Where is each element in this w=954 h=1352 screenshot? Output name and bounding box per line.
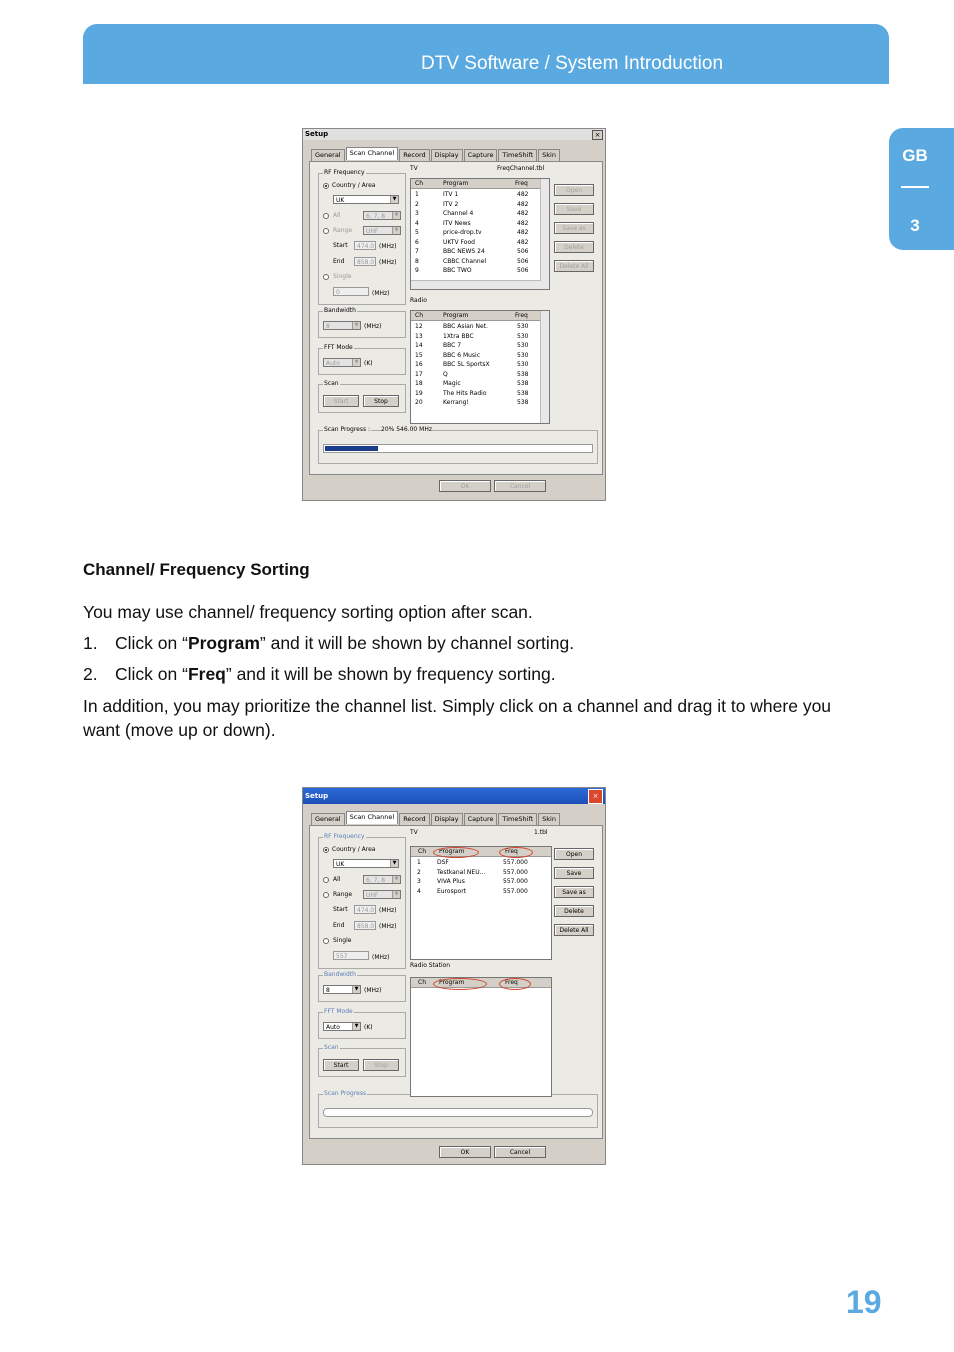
tab-skin[interactable]: Skin bbox=[538, 149, 560, 162]
list-row[interactable] bbox=[411, 868, 551, 878]
save-button[interactable]: Save bbox=[554, 203, 594, 215]
list-row[interactable] bbox=[411, 247, 549, 257]
fft-mode-label: FFT Mode bbox=[324, 1008, 353, 1015]
delete-button[interactable]: Delete bbox=[554, 905, 594, 917]
country-area-label: Country / Area bbox=[332, 846, 376, 853]
ch-column-header[interactable]: Ch bbox=[418, 848, 426, 855]
step-number: 1. bbox=[83, 633, 98, 653]
scan-group bbox=[318, 1044, 406, 1077]
cell-freq: 557.000 bbox=[503, 878, 528, 885]
tab-timeshift[interactable]: TimeShift bbox=[498, 813, 537, 826]
radio-channel-list[interactable] bbox=[410, 310, 550, 424]
step-number: 2. bbox=[83, 664, 98, 684]
scan-start-button[interactable]: Start bbox=[323, 1059, 359, 1071]
single-field[interactable]: 0 bbox=[333, 287, 369, 296]
cell-freq: 557.000 bbox=[503, 868, 528, 876]
open-button[interactable]: Open bbox=[554, 848, 594, 860]
cell-ch: 8 bbox=[415, 257, 419, 265]
cell-ch: 13 bbox=[415, 332, 423, 340]
tv-label: TV bbox=[410, 829, 418, 836]
tab-record[interactable]: Record bbox=[399, 149, 429, 162]
end-field[interactable]: 858.0 bbox=[354, 257, 376, 266]
country-select[interactable] bbox=[333, 195, 399, 204]
rf-frequency-group bbox=[318, 169, 406, 305]
chapter-number: 3 bbox=[910, 216, 920, 235]
freq-highlight-circle bbox=[499, 847, 533, 858]
cell-ch: 18 bbox=[415, 380, 423, 387]
list-row[interactable] bbox=[411, 200, 549, 210]
save-as-button[interactable]: Save as bbox=[554, 222, 594, 234]
cell-ch: 2 bbox=[415, 200, 419, 208]
cell-ch: 6 bbox=[415, 238, 419, 246]
cell-program: CBBC Channel bbox=[443, 257, 487, 265]
cell-program: BBC 6 Music bbox=[443, 351, 481, 359]
program-column-header[interactable]: Program bbox=[443, 312, 469, 319]
range-radio[interactable] bbox=[323, 228, 329, 234]
end-label: End bbox=[333, 922, 345, 929]
cell-program: Q bbox=[443, 370, 448, 378]
cell-program: 1Xtra BBC bbox=[443, 332, 474, 340]
tab-capture[interactable]: Capture bbox=[464, 813, 498, 826]
ch-column-header[interactable]: Ch bbox=[415, 312, 423, 319]
bandwidth-value: 8 bbox=[326, 987, 330, 994]
chevron-down-icon: ▼ bbox=[352, 1023, 360, 1030]
ok-button[interactable]: OK bbox=[439, 480, 491, 492]
chevron-down-icon: ▼ bbox=[390, 860, 398, 867]
fft-mode-unit: (K) bbox=[364, 1024, 373, 1031]
program-highlight-circle bbox=[433, 847, 479, 858]
all-value: 6, 7, 8 bbox=[366, 877, 386, 884]
end-label: End bbox=[333, 258, 345, 265]
ok-button[interactable]: OK bbox=[439, 1146, 491, 1158]
start-unit: (MHz) bbox=[379, 907, 397, 914]
cell-ch: 4 bbox=[415, 219, 419, 227]
bandwidth-label: Bandwidth bbox=[324, 307, 356, 314]
start-label: Start bbox=[333, 242, 348, 249]
dialog-title: Setup bbox=[303, 788, 605, 804]
scan-progress-fill bbox=[325, 446, 378, 451]
country-area-radio[interactable] bbox=[323, 183, 329, 189]
bandwidth-value: 8 bbox=[326, 323, 330, 330]
single-label: Single bbox=[333, 273, 352, 280]
cell-program: Eurosport bbox=[437, 887, 467, 895]
intro-text: You may use channel/ frequency sorting option after scan. bbox=[83, 602, 533, 622]
freq-column-header[interactable]: Freq bbox=[515, 180, 528, 187]
close-icon[interactable]: × bbox=[588, 789, 603, 804]
cell-freq: 530 bbox=[517, 332, 529, 340]
bandwidth-label: Bandwidth bbox=[324, 971, 356, 978]
setup-dialog-scanning bbox=[302, 128, 606, 501]
list-row[interactable] bbox=[411, 332, 549, 342]
bandwidth-select[interactable] bbox=[323, 985, 361, 994]
tab-general[interactable]: General bbox=[311, 149, 345, 162]
range-value: UHF bbox=[366, 892, 379, 899]
country-area-label: Country / Area bbox=[332, 182, 376, 189]
chevron-down-icon: ▼ bbox=[352, 359, 360, 366]
program-column-header[interactable]: Program bbox=[443, 180, 469, 187]
country-select[interactable] bbox=[333, 859, 399, 868]
list-row[interactable] bbox=[411, 360, 549, 370]
cell-ch: 3 bbox=[417, 878, 421, 885]
all-radio[interactable] bbox=[323, 213, 329, 219]
tab-scan-channel[interactable]: Scan Channel bbox=[346, 147, 399, 160]
fft-mode-group bbox=[318, 344, 406, 375]
single-unit: (MHz) bbox=[372, 954, 390, 961]
cell-program: price-drop.tv bbox=[443, 229, 482, 236]
single-label: Single bbox=[333, 937, 352, 944]
cell-ch: 14 bbox=[415, 342, 423, 349]
range-select[interactable] bbox=[363, 226, 401, 235]
range-label: Range bbox=[333, 227, 353, 234]
program-highlight-circle bbox=[433, 978, 487, 990]
cell-program: The Hits Radio bbox=[443, 389, 487, 397]
scan-channel-panel bbox=[309, 825, 603, 1139]
cell-ch: 1 bbox=[417, 859, 421, 866]
header-title: DTV Software / System Introduction bbox=[421, 53, 724, 74]
tab-capture[interactable]: Capture bbox=[464, 149, 498, 162]
scan-start-button[interactable]: Start bbox=[323, 395, 359, 407]
list-row[interactable] bbox=[411, 228, 549, 238]
chevron-down-icon: ▼ bbox=[352, 986, 360, 993]
cell-freq: 538 bbox=[517, 380, 529, 387]
tv-file-name: 1.tbl bbox=[534, 829, 548, 836]
end-unit: (MHz) bbox=[379, 259, 397, 266]
cell-freq: 506 bbox=[517, 267, 529, 274]
cell-freq: 506 bbox=[517, 248, 529, 255]
scan-stop-button[interactable]: Stop bbox=[363, 395, 399, 407]
cell-freq: 530 bbox=[517, 361, 529, 368]
step-bold-term: Freq bbox=[187, 664, 226, 684]
list-row[interactable] bbox=[411, 257, 549, 267]
scan-progress-group bbox=[318, 426, 598, 464]
bandwidth-group bbox=[318, 971, 406, 1002]
list-row[interactable] bbox=[411, 209, 549, 219]
radio-label: Radio bbox=[410, 297, 427, 304]
scan-progress-label: Scan Progress : bbox=[324, 426, 371, 433]
list-row[interactable] bbox=[411, 858, 551, 868]
radio-station-label: Radio Station bbox=[410, 962, 451, 969]
setup-dialog-sorting bbox=[302, 787, 606, 1165]
bandwidth-unit: (MHz) bbox=[364, 987, 382, 994]
step-text-pre: Click on “ bbox=[115, 633, 188, 653]
cell-program: ITV 2 bbox=[443, 200, 459, 208]
tab-divider bbox=[901, 186, 929, 188]
tv-channel-list[interactable] bbox=[410, 178, 550, 290]
step-bold-term: Program bbox=[187, 633, 260, 653]
all-select[interactable] bbox=[363, 875, 401, 884]
tv-file-name: FreqChannel.tbl bbox=[497, 165, 545, 172]
list-row[interactable] bbox=[411, 341, 549, 351]
open-button[interactable]: Open bbox=[554, 184, 594, 196]
cell-freq: 557.000 bbox=[503, 887, 528, 895]
radio-list-header bbox=[411, 311, 549, 321]
tab-timeshift[interactable]: TimeShift bbox=[498, 149, 537, 162]
country-area-radio[interactable] bbox=[323, 847, 329, 853]
cell-freq: 506 bbox=[517, 257, 529, 265]
cell-ch: 9 bbox=[415, 267, 419, 274]
cell-program: Testkanal NEU... bbox=[437, 868, 486, 876]
fft-mode-group bbox=[318, 1008, 406, 1039]
range-value: UHF bbox=[366, 228, 379, 235]
cell-ch: 4 bbox=[417, 887, 421, 895]
cell-program: BBC TWO bbox=[443, 267, 472, 274]
step-text-post: ” and it will be shown by frequency sorting. bbox=[225, 664, 556, 684]
delete-all-button[interactable]: Delete All bbox=[554, 260, 594, 272]
cell-freq: 530 bbox=[517, 342, 529, 349]
bandwidth-group bbox=[318, 307, 406, 338]
cell-program: BBC 7 bbox=[443, 342, 462, 349]
list-row[interactable] bbox=[411, 389, 549, 399]
chapter-tab bbox=[889, 128, 954, 250]
cell-freq: 482 bbox=[517, 200, 529, 208]
country-value: UK bbox=[336, 197, 345, 204]
fft-mode-value: Auto bbox=[326, 1024, 340, 1031]
cell-ch: 5 bbox=[415, 229, 419, 236]
start-field[interactable]: 474.0 bbox=[354, 905, 376, 914]
range-select[interactable] bbox=[363, 890, 401, 899]
list-row[interactable] bbox=[411, 877, 551, 887]
cell-ch: 2 bbox=[417, 868, 421, 876]
rf-frequency-group bbox=[318, 833, 406, 969]
program-column-header[interactable]: Program bbox=[439, 979, 465, 986]
scan-label: Scan bbox=[324, 380, 339, 387]
bandwidth-select[interactable] bbox=[323, 321, 361, 330]
cell-freq: 482 bbox=[517, 191, 529, 198]
rf-frequency-label: RF Frequency bbox=[324, 833, 365, 840]
list-row[interactable] bbox=[411, 219, 549, 229]
tab-scan-channel[interactable]: Scan Channel bbox=[346, 811, 399, 824]
tab-skin[interactable]: Skin bbox=[538, 813, 560, 826]
cell-freq: 482 bbox=[517, 210, 529, 217]
list-row[interactable] bbox=[411, 238, 549, 248]
program-column-header[interactable]: Program bbox=[439, 848, 465, 855]
scan-progress-label: Scan Progress bbox=[324, 1090, 367, 1097]
cell-program: ITV 1 bbox=[443, 191, 459, 198]
all-label: All bbox=[333, 876, 341, 883]
radio-channel-list[interactable] bbox=[410, 977, 552, 1097]
list-row[interactable] bbox=[411, 370, 549, 380]
cell-freq: 538 bbox=[517, 370, 529, 378]
list-row[interactable] bbox=[411, 398, 549, 408]
fft-mode-select[interactable] bbox=[323, 1022, 361, 1031]
cell-program: DSF bbox=[437, 859, 449, 866]
tv-list-hscrollbar[interactable] bbox=[411, 280, 541, 289]
step-text-pre: Click on “ bbox=[115, 664, 188, 684]
cell-freq: 538 bbox=[517, 389, 529, 397]
save-as-button[interactable]: Save as bbox=[554, 886, 594, 898]
fft-mode-value: Auto bbox=[326, 360, 340, 367]
save-button[interactable]: Save bbox=[554, 867, 594, 879]
single-unit: (MHz) bbox=[372, 290, 390, 297]
chevron-down-icon: ▼ bbox=[392, 891, 400, 898]
scan-group bbox=[318, 380, 406, 413]
list-row[interactable] bbox=[411, 190, 549, 200]
page-number: 19 bbox=[846, 1284, 882, 1320]
cell-program: Channel 4 bbox=[443, 210, 474, 217]
scan-progress-group bbox=[318, 1090, 598, 1128]
cell-freq: 538 bbox=[517, 399, 529, 406]
freq-column-header[interactable]: Freq bbox=[505, 979, 518, 986]
cell-ch: 1 bbox=[415, 191, 419, 198]
fft-mode-select[interactable] bbox=[323, 358, 361, 367]
ch-column-header[interactable]: Ch bbox=[415, 180, 423, 187]
range-radio[interactable] bbox=[323, 892, 329, 898]
tv-label: TV bbox=[410, 165, 418, 172]
freq-column-header[interactable]: Freq bbox=[505, 848, 518, 855]
delete-button[interactable]: Delete bbox=[554, 241, 594, 253]
cancel-button[interactable]: Cancel bbox=[494, 480, 546, 492]
rf-frequency-label: RF Frequency bbox=[324, 169, 365, 176]
list-row[interactable] bbox=[411, 322, 549, 332]
delete-all-button[interactable]: Delete All bbox=[554, 924, 594, 936]
list-row[interactable] bbox=[411, 351, 549, 361]
cell-program: Kerrang! bbox=[443, 399, 469, 406]
freq-highlight-circle bbox=[499, 978, 531, 990]
cell-freq: 530 bbox=[517, 351, 529, 359]
cell-freq: 557.000 bbox=[503, 859, 528, 866]
cell-ch: 19 bbox=[415, 389, 423, 397]
cell-freq: 530 bbox=[517, 323, 529, 330]
all-value: 6, 7, 8 bbox=[366, 213, 386, 220]
body-paragraph: In addition, you may prioritize the channel list. Simply click on a channel and drag it to where you want (move up or down). bbox=[83, 696, 832, 740]
scan-label: Scan bbox=[324, 1044, 339, 1051]
cell-ch: 7 bbox=[415, 248, 419, 255]
cell-ch: 20 bbox=[415, 399, 423, 406]
dialog-title: Setup bbox=[303, 129, 605, 140]
list-row[interactable] bbox=[411, 887, 551, 897]
fft-mode-unit: (K) bbox=[364, 360, 373, 367]
all-select[interactable] bbox=[363, 211, 401, 220]
cell-freq: 482 bbox=[517, 219, 529, 227]
language-label: GB bbox=[902, 146, 928, 165]
cell-program: BBC 5L SportsX bbox=[443, 361, 490, 368]
start-unit: (MHz) bbox=[379, 243, 397, 250]
ch-column-header[interactable]: Ch bbox=[418, 979, 426, 986]
tv-channel-list[interactable] bbox=[410, 846, 552, 960]
cell-freq: 482 bbox=[517, 229, 529, 236]
section-heading: Channel/ Frequency Sorting bbox=[83, 560, 310, 579]
cell-program: BBC NEWS 24 bbox=[443, 248, 485, 255]
range-label: Range bbox=[333, 891, 353, 898]
tab-record[interactable]: Record bbox=[399, 813, 429, 826]
header-bar bbox=[83, 24, 889, 84]
chevron-down-icon: ▼ bbox=[352, 322, 360, 329]
chevron-down-icon: ▼ bbox=[390, 196, 398, 203]
scan-progress-bar bbox=[323, 1108, 593, 1117]
country-value: UK bbox=[336, 861, 345, 868]
all-label: All bbox=[333, 212, 341, 219]
cell-program: UKTV Food bbox=[443, 238, 475, 246]
all-radio[interactable] bbox=[323, 877, 329, 883]
fft-mode-label: FFT Mode bbox=[324, 344, 353, 351]
single-radio[interactable] bbox=[323, 274, 329, 280]
cell-program: Magic bbox=[443, 380, 461, 387]
scan-stop-button[interactable]: Stop bbox=[363, 1059, 399, 1071]
cell-ch: 16 bbox=[415, 361, 423, 368]
start-label: Start bbox=[333, 906, 348, 913]
start-field[interactable]: 474.0 bbox=[354, 241, 376, 250]
chevron-down-icon: ▼ bbox=[392, 212, 400, 219]
step-text-post: ” and it will be shown by channel sorting. bbox=[259, 633, 575, 653]
bandwidth-unit: (MHz) bbox=[364, 323, 382, 330]
cell-program: BBC Asian Net. bbox=[443, 323, 488, 330]
tab-general[interactable]: General bbox=[311, 813, 345, 826]
tv-list-header bbox=[411, 179, 549, 189]
freq-column-header[interactable]: Freq bbox=[515, 312, 528, 319]
end-unit: (MHz) bbox=[379, 923, 397, 930]
tab-display[interactable]: Display bbox=[431, 813, 463, 826]
cell-ch: 3 bbox=[415, 210, 419, 217]
cell-ch: 15 bbox=[415, 351, 423, 359]
chevron-down-icon: ▼ bbox=[392, 227, 400, 234]
close-icon[interactable]: × bbox=[592, 130, 603, 140]
cell-ch: 12 bbox=[415, 323, 423, 330]
cell-ch: 17 bbox=[415, 370, 423, 378]
cell-program: VIVA Plus bbox=[437, 878, 465, 885]
end-field[interactable]: 858.0 bbox=[354, 921, 376, 930]
list-row[interactable] bbox=[411, 379, 549, 389]
single-field[interactable]: 557 bbox=[333, 951, 369, 960]
list-row[interactable] bbox=[411, 266, 549, 276]
single-radio[interactable] bbox=[323, 938, 329, 944]
chevron-down-icon: ▼ bbox=[392, 876, 400, 883]
cell-freq: 482 bbox=[517, 238, 529, 246]
scan-progress-status: 20% 546.00 MHz bbox=[381, 426, 432, 433]
tab-display[interactable]: Display bbox=[431, 149, 463, 162]
scan-channel-panel bbox=[309, 161, 603, 475]
cancel-button[interactable]: Cancel bbox=[494, 1146, 546, 1158]
scan-progress-bar bbox=[323, 444, 593, 453]
cell-program: ITV News bbox=[443, 219, 471, 227]
